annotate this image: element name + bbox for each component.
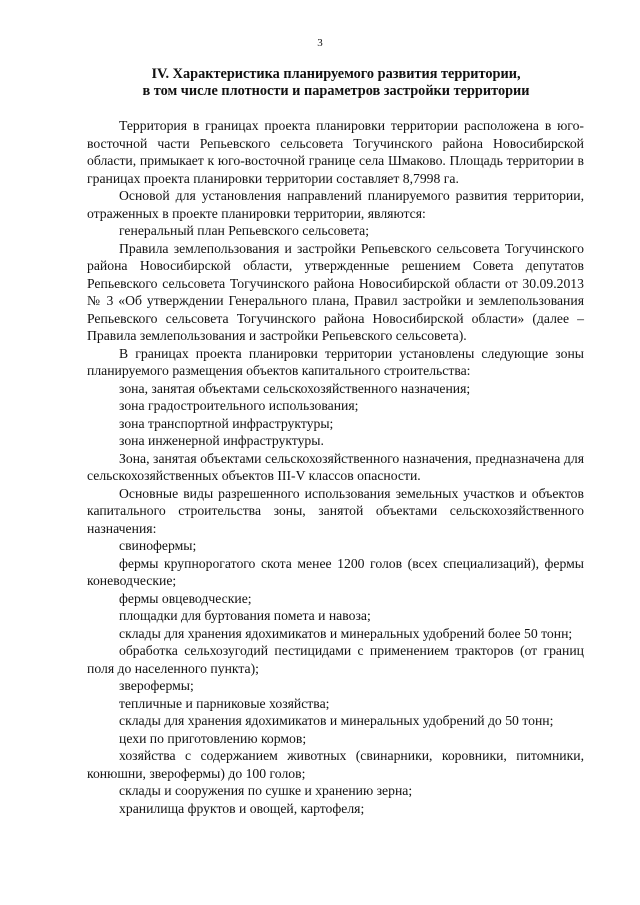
list-item-use: хозяйства с содержанием животных (свинарники, коровники, питомники, конюшни, зверофермы) до 100 голов; bbox=[87, 748, 584, 781]
section-heading-line-2: в том числе плотности и параметров застройки территории bbox=[142, 83, 530, 99]
list-item-use: тепличные и парниковые хозяйства; bbox=[119, 695, 330, 711]
list-item-use: склады для хранения ядохимикатов и минеральных удобрений более 50 тонн; bbox=[119, 625, 573, 641]
list-item-use: цехи по приготовлению кормов; bbox=[119, 730, 307, 746]
list-item-zone: зона транспортной инфраструктуры; bbox=[119, 415, 334, 431]
list-item-zone: зона, занятая объектами сельскохозяйственного назначения; bbox=[119, 380, 471, 396]
list-item-use: хранилища фруктов и овощей, картофеля; bbox=[119, 800, 365, 816]
document-body bbox=[87, 117, 584, 817]
list-item-zone: зона градостроительного использования; bbox=[119, 398, 359, 413]
list-item-use: фермы крупнорогатого скота менее 1200 голов (всех специализаций), фермы коневодческие; bbox=[87, 555, 584, 588]
list-item-use: склады и сооружения по сушке и хранению зерна; bbox=[119, 783, 413, 798]
list-item-use: зверофермы; bbox=[119, 678, 194, 693]
list-item-use: склады для хранения ядохимикатов и минеральных удобрений до 50 тонн; bbox=[119, 713, 554, 728]
list-item-land-use-rules: Правила землепользования и застройки Репьевского сельсовета Тогучинского района Новосибирской области, утвержденные решением Совета депутатов Репьевского сельсовета Тогучинского района Новосибирской области от 30.09.2013 № 3 «Об утверждении Генерального плана, Правил застройки и землепользования Репьевского сельсовета Тогучинского района Новосибирской области» (далее – Правила землепользования и застройки Репьевского сельсовета). bbox=[87, 240, 584, 343]
list-item-use: обработка сельхозугодий пестицидами с применением тракторов (от границ поля до населенного пункта); bbox=[87, 643, 584, 676]
paragraph-agricultural-zone: Зона, занятая объектами сельскохозяйственного назначения, предназначена для сельскохозяйственных объектов III-V классов опасности. bbox=[87, 450, 584, 483]
section-heading-line-1: IV. Характеристика планируемого развития территории, bbox=[151, 66, 521, 82]
list-item-zone: зона инженерной инфраструктуры. bbox=[119, 433, 324, 448]
section-heading bbox=[88, 66, 584, 100]
list-item-general-plan: генеральный план Репьевского сельсовета; bbox=[119, 223, 370, 238]
paragraph-zones-intro: В границах проекта планировки территории установлены следующие зоны планируемого размещения объектов капитального строительства: bbox=[87, 345, 584, 378]
paragraph-permitted-uses-intro: Основные виды разрешенного использования земельных участков и объектов капитального строительства зоны, занятой объектами сельскохозяйственного назначения: bbox=[87, 485, 584, 536]
paragraph-territory-location: Территория в границах проекта планировки территории расположена в юго-восточной части Репьевского сельсовета Тогучинского района Новосибирской области, примыкает к юго-восточной границе села Шмаково. Площадь территории в границах проекта планировки территории составляет 8,7998 га. bbox=[87, 118, 584, 186]
list-item-use: свинофермы; bbox=[119, 538, 197, 553]
list-item-use: фермы овцеводческие; bbox=[119, 590, 252, 606]
paragraph-basis-intro: Основой для установления направлений планируемого развития территории, отраженных в проекте планировки территории, являются: bbox=[87, 188, 584, 221]
page-number: 3 bbox=[317, 37, 323, 49]
list-item-use: площадки для буртования помета и навоза; bbox=[119, 608, 371, 623]
